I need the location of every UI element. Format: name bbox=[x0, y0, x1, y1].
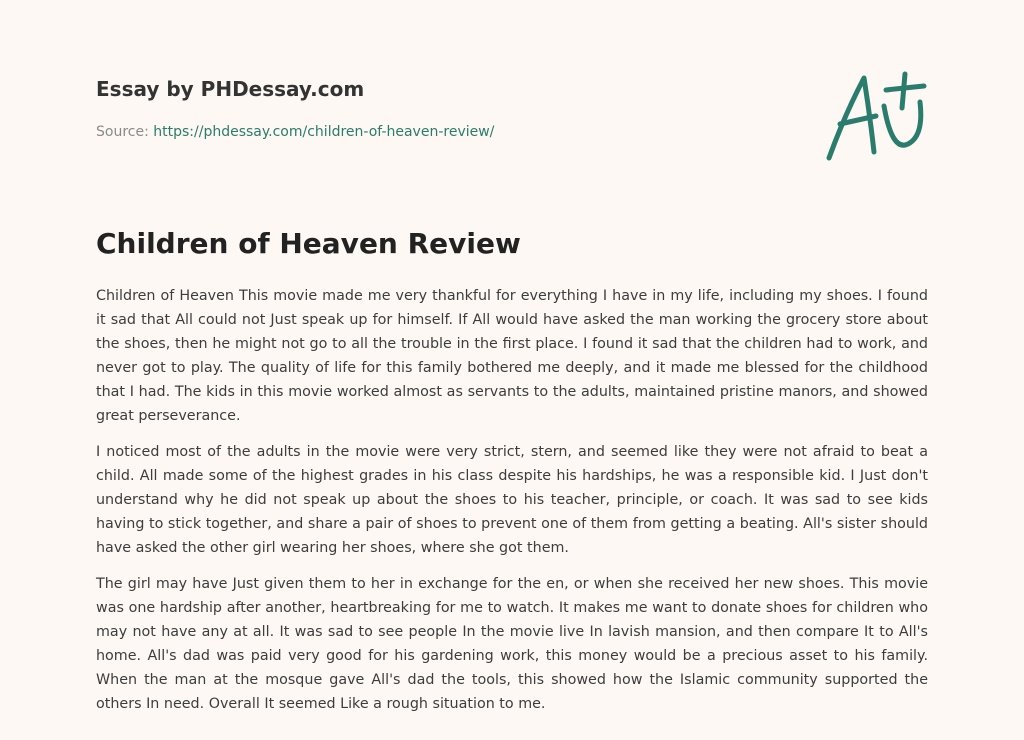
source-line bbox=[96, 124, 494, 140]
essay-paragraph: Children of Heaven This movie made me very thankful for everything I have in my life, including my shoes. I found it sad that All could not Just speak up for himself. If All would have asked the man working the grocery store about the shoes, then he might not go to all the trouble in the first place. I found it sad that the children had to work, and never got to play. The quality of life for this family bothered me deeply, and it made me blessed for the childhood that I had. The kids in this movie worked almost as servants to the adults, maintained pristine manors, and showed great perseverance. bbox=[96, 288, 928, 424]
essay-body bbox=[96, 284, 928, 728]
source-link[interactable]: https://phdessay.com/children-of-heaven-review/ bbox=[153, 124, 495, 140]
essay-paragraph: I noticed most of the adults in the movie were very strict, stern, and seemed like they were not afraid to beat a child. All made some of the highest grades in his class despite his hardships, he was a responsible kid. I Just don't understand why he did not speak up about the shoes to his teacher, principle, or coach. It was sad to see kids having to stick together, and share a pair of shoes to prevent one of them from getting a beating. All's sister should have asked the other girl wearing her shoes, where she got them. bbox=[96, 444, 928, 556]
site-title: Essay by PHDessay.com bbox=[96, 77, 365, 101]
source-label: Source: bbox=[96, 124, 149, 140]
essay-title: Children of Heaven Review bbox=[96, 227, 521, 260]
a-plus-grade-icon bbox=[820, 66, 930, 166]
essay-paragraph: The girl may have Just given them to her in exchange for the en, or when she received her new shoes. This movie was one hardship after another, heartbreaking for me to watch. It makes me want to donate shoes for children who may not have any at all. It was sad to see people In the movie live In lavish mansion, and then compare It to All's home. All's dad was paid very good for his gardening work, this money would be a precious asset to his family. When the man at the mosque gave All's dad the tools, this showed how the Islamic community supported the others In need. Overall It seemed Like a rough situation to me. bbox=[96, 576, 928, 712]
